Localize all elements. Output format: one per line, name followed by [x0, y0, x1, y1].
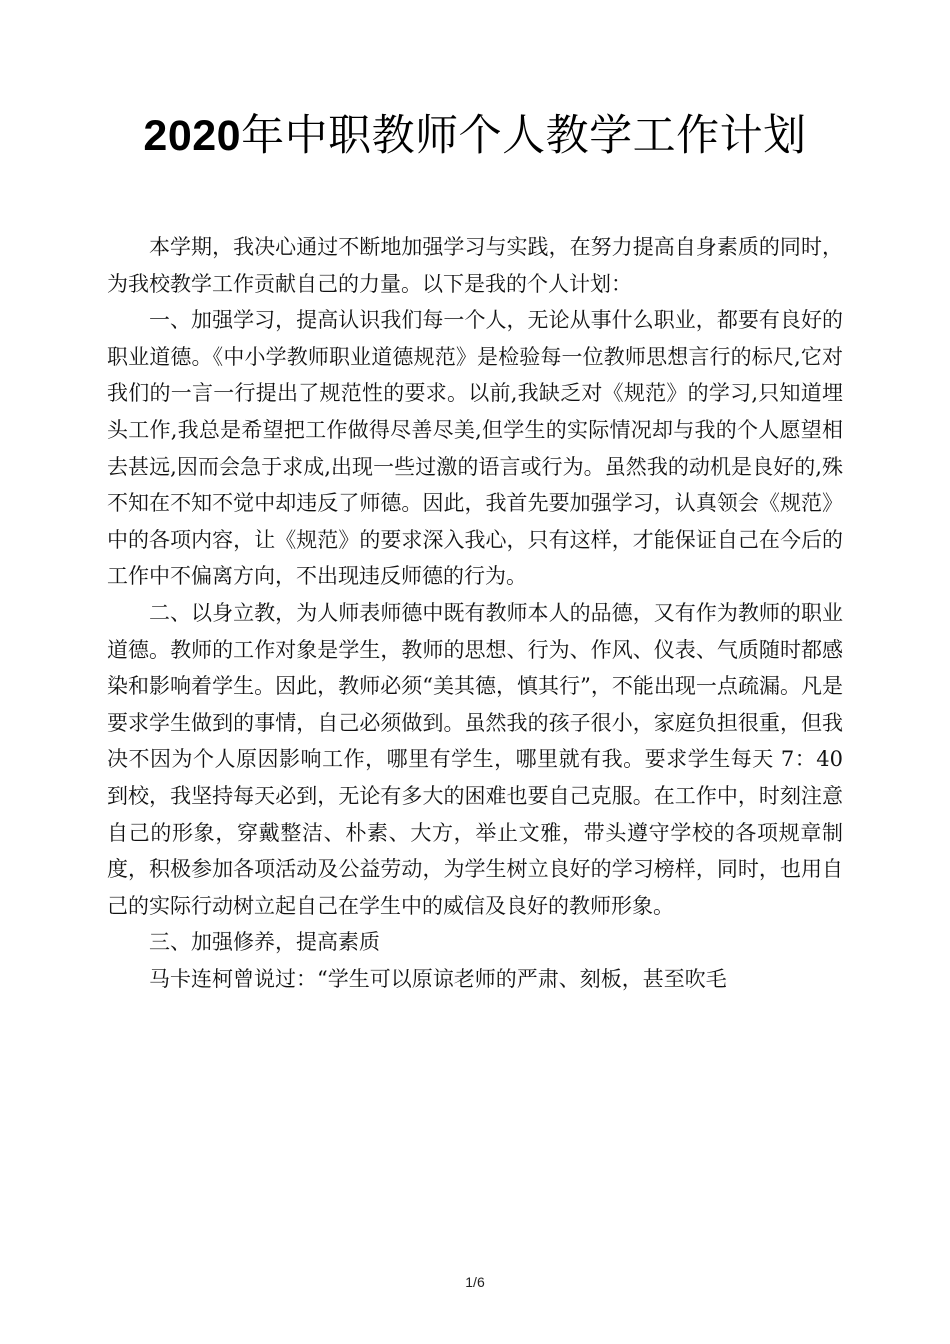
title-year: 2020 [143, 112, 242, 160]
paragraph-intro: 本学期，我决心通过不断地加强学习与实践，在努力提高自身素质的同时，为我校教学工作贡献自己的力量。以下是我的个人计划： [107, 235, 843, 296]
section-3-heading: 三、加强修养，提高素质 [149, 930, 380, 955]
paragraph-section-2: 二、以身立教，为人师表师德中既有教师本人的品德，又有作为教师的职业道德。教师的工作对象是学生，教师的思想、行为、作风、仪表、气质随时都感染和影响着学生。因此，教师必须“美其德，慎其行”，不能出现一点疏漏。凡是要求学生做到的事情，自己必须做到。虽然我的孩子很小，家庭负担很重，但我决不因为个人原因影响工作，哪里有学生，哪里就有我。要求学生每天 7：40 到校，我坚持每天必到，无论有多大的困难也要自己克服。在工作中，时刻注意自己的形象，穿戴整洁、朴素、大方，举止文雅，带头遵守学校的各项规章制度，积极参加各项活动及公益劳动，为学生树立良好的学习榜样，同时，也用自己的实际行动树立起自己在学生中的威信及良好的教师形象。 [107, 600, 843, 918]
paragraph-section-3: 马卡连柯曾说过：“学生可以原谅老师的严肃、刻板，甚至吹毛 [149, 966, 727, 991]
document-body [107, 229, 843, 997]
page-number: 1/6 [465, 1274, 485, 1290]
document-title [0, 108, 950, 164]
paragraph-section-1: 一、加强学习，提高认识我们每一个人，无论从事什么职业，都要有良好的职业道德。《中小学教师职业道德规范》是检验每一位教师思想言行的标尺,它对我们的一言一行提出了规范性的要求。以前,我缺乏对《规范》的学习,只知道埋头工作,我总是希望把工作做得尽善尽美,但学生的实际情况却与我的个人愿望相去甚远,因而会急于求成,出现一些过激的语言或行为。虽然我的动机是良好的,殊不知在不知不觉中却违反了师德。因此，我首先要加强学习，认真领会《规范》中的各项内容，让《规范》的要求深入我心，只有这样，才能保证自己在今后的工作中不偏离方向，不出现违反师德的行为。 [107, 308, 843, 589]
title-text: 年中职教师个人教学工作计划 [241, 111, 807, 161]
